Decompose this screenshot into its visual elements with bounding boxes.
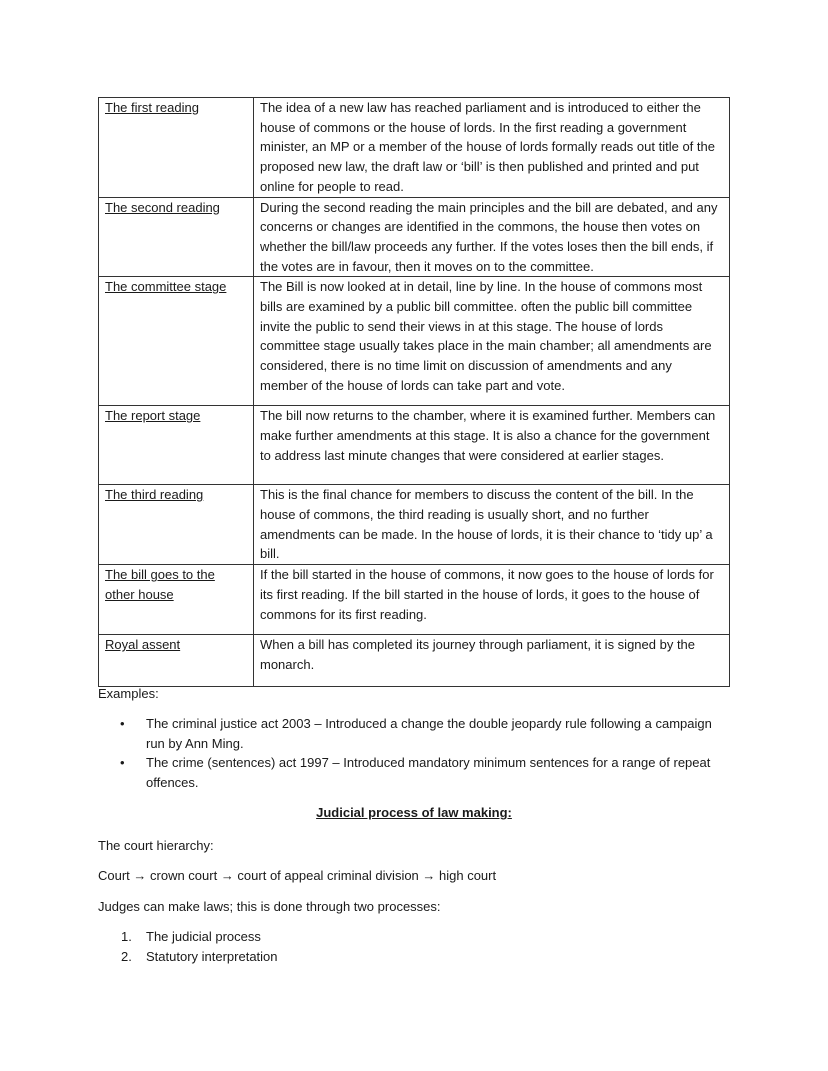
example-text: The crime (sentences) act 1997 – Introduced mandatory minimum sentences for a range of repeat offences.	[146, 755, 711, 791]
list-number: 2.	[121, 948, 132, 964]
processes-list	[98, 927, 278, 966]
judges-line: Judges can make laws; this is done through two processes:	[98, 899, 441, 914]
table-row	[99, 98, 730, 198]
table-row	[99, 635, 730, 687]
section-heading: Judicial process of law making:	[316, 805, 512, 820]
list-item	[98, 753, 728, 792]
stage-name-cell	[99, 197, 254, 277]
table-row	[99, 565, 730, 635]
examples-label: Examples:	[98, 686, 159, 701]
stage-name-cell	[99, 406, 254, 485]
stage-name-cell	[99, 565, 254, 635]
court-hierarchy-label: The court hierarchy:	[98, 838, 214, 853]
process-text: The judicial process	[146, 929, 261, 944]
court-chain: Court → crown court → court of appeal criminal division → high court	[98, 868, 497, 883]
stage-description: This is the final chance for members to discuss the content of the bill. In the house of commons, the third reading is usually short, and no further amendments can be made. In the house of lords, it is their chance to ‘tidy up’ a bill.	[254, 485, 730, 565]
stage-name: The report stage	[105, 408, 201, 424]
stage-description: The idea of a new law has reached parliament and is introduced to either the house of commons or the house of lords. In the first reading a government minister, an MP or a member of the house of lords formally reads out title of the proposed new law, the draft law or ‘bill’ is then published and printed and put online for people to read.	[254, 98, 730, 198]
stage-name-cell	[99, 98, 254, 198]
list-number: 1.	[121, 929, 132, 944]
stage-name-cell	[99, 635, 254, 687]
list-item	[98, 927, 278, 947]
table-row	[99, 406, 730, 485]
list-item	[98, 714, 728, 753]
bullet-icon: •	[120, 755, 125, 771]
stage-description: When a bill has completed its journey through parliament, it is signed by the monarch.	[254, 635, 730, 687]
stage-name: The bill goes to the other house	[105, 567, 215, 602]
stage-name: The second reading	[105, 199, 220, 215]
example-text: The criminal justice act 2003 – Introduced a change the double jeopardy rule following a campaign run by Ann Ming.	[146, 716, 712, 751]
stage-description: If the bill started in the house of commons, it now goes to the house of lords for its first reading. If the bill started in the house of lords, it goes to the house of commons for its first reading.	[254, 565, 730, 635]
stage-description: The Bill is now looked at in detail, line by line. In the house of commons most bills are examined by a public bill committee. often the public bill committee invite the public to send their views in at this stage. The house of lords committee stage usually takes place in the main chamber; all amendments are considered, there is no time limit on discussion of amendments and any member of the house of lords can take part and vote.	[254, 277, 730, 406]
stage-name-cell	[99, 485, 254, 565]
stage-name: The third reading	[105, 487, 204, 503]
stage-description: The bill now returns to the chamber, where it is examined further. Members can make further amendments at this stage. It is also a chance for the government to address last minute changes that were considered at earlier stages.	[254, 406, 730, 485]
bullet-icon: •	[120, 716, 125, 731]
table-row	[99, 485, 730, 565]
table-row	[99, 277, 730, 406]
stage-name-cell	[99, 277, 254, 406]
stage-name: The committee stage	[105, 279, 227, 295]
examples-list	[98, 714, 728, 793]
stage-name: The first reading	[105, 100, 199, 115]
table-row	[99, 197, 730, 277]
stage-description: During the second reading the main principles and the bill are debated, and any concerns or changes are identified in the commons, the house then votes on whether the bill/law proceeds any further. If the votes loses then the bill ends, if the votes are in favour, then it moves on to the committee.	[254, 197, 730, 277]
stage-name: Royal assent	[105, 637, 181, 653]
list-item	[98, 947, 278, 967]
law-making-stages-table	[98, 97, 730, 687]
process-text: Statutory interpretation	[146, 948, 278, 964]
